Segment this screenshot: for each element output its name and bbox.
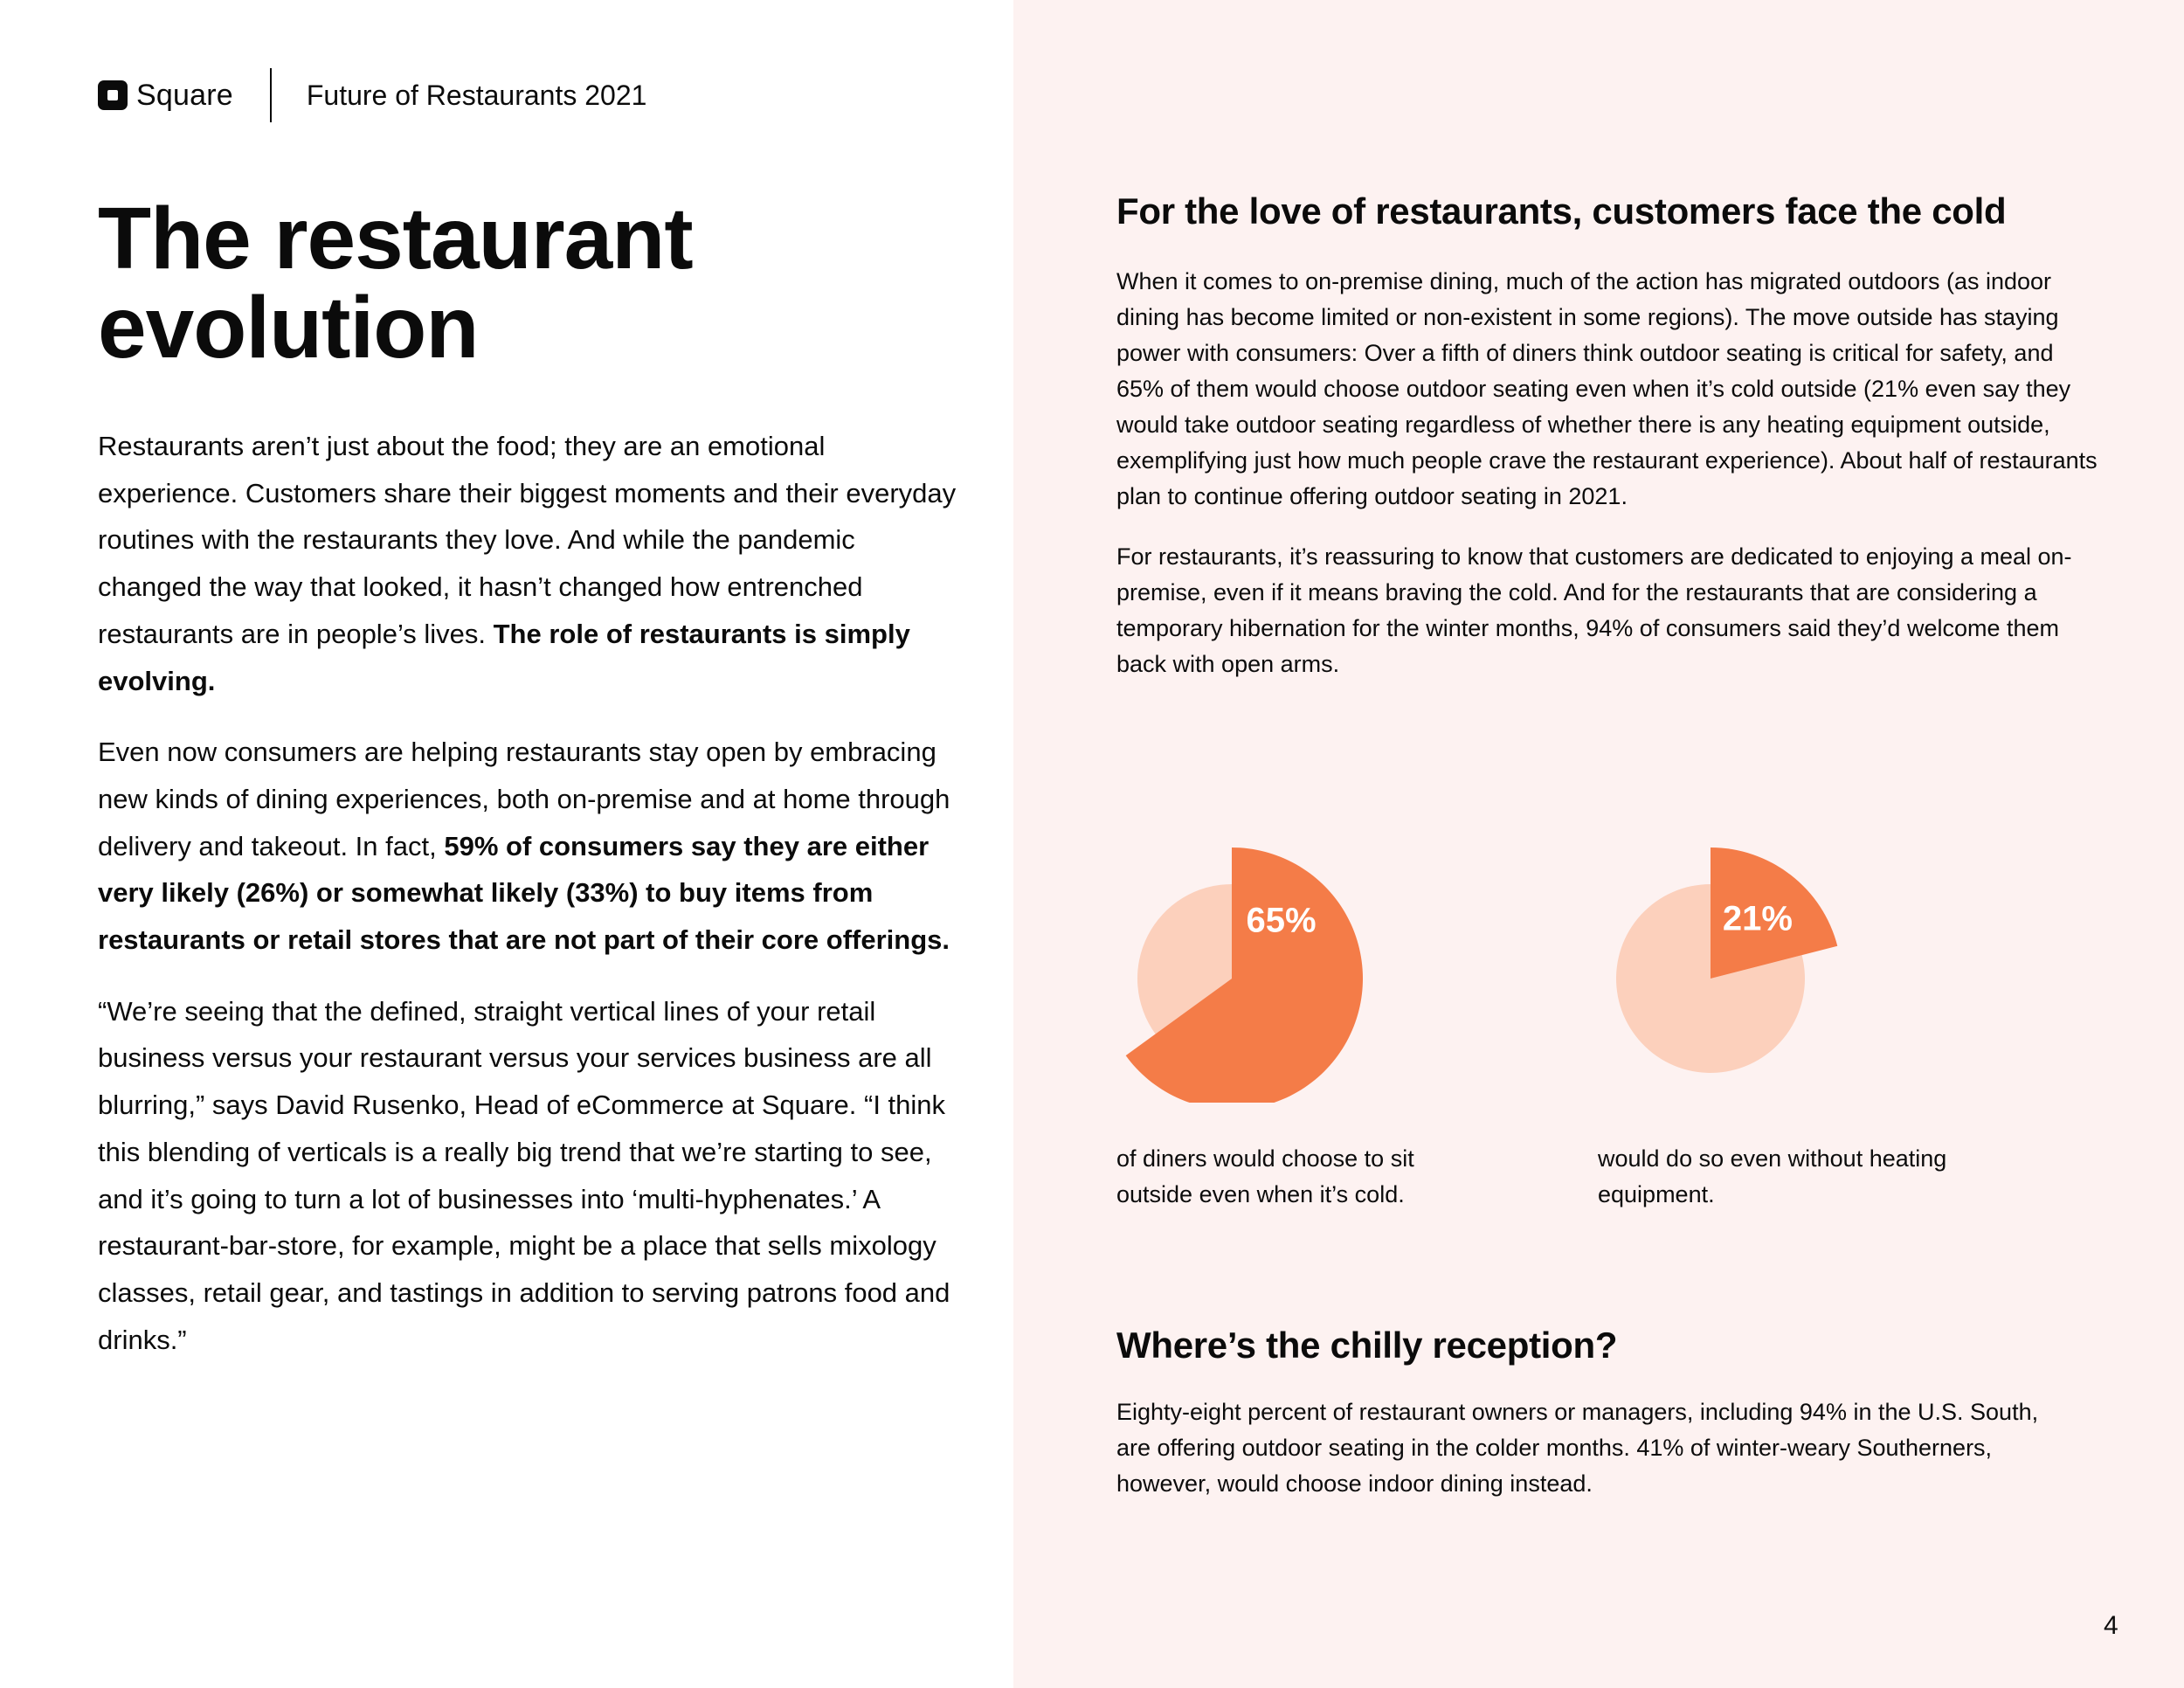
square-logo-icon <box>98 80 128 110</box>
consumers-bold: 59% of consumers say they are either very likely (26%) or somewhat likely (33%) to buy items from restaurants or retail stores that are not part of their core offerings. <box>98 830 950 956</box>
pie-chart-65 <box>1109 841 1372 1103</box>
pie2-label: 21% <box>1722 899 1793 938</box>
intro-paragraph <box>98 423 963 704</box>
page-title: The restaurant evolution <box>98 190 693 377</box>
brand-name: Square <box>136 78 233 112</box>
section2-title: Where’s the chilly reception? <box>1116 1325 1618 1366</box>
pie1-label: 65% <box>1246 901 1317 940</box>
header <box>98 68 646 122</box>
page-number: 4 <box>2104 1611 2118 1640</box>
section1-paragraph-2: For restaurants, it’s reassuring to know that customers are dedicated to enjoying a meal on-premise, even if it means braving the cold. And for the restaurants that are considering a temporary hibernation for the winter months, 94% of consumers said they’d welcome them back with open arms. <box>1116 543 2072 677</box>
intro-bold: The role of restaurants is simply evolving. <box>98 618 910 696</box>
pie1-caption: of diners would choose to sit outside even when it’s cold. <box>1116 1145 1414 1207</box>
left-body <box>98 423 963 1387</box>
section1-title: For the love of restaurants, customers face the cold <box>1116 190 2007 232</box>
document-title: Future of Restaurants 2021 <box>306 79 647 111</box>
quote-paragraph: “We’re seeing that the defined, straight vertical lines of your retail business versus your restaurant versus your services business are all blurring,” says David Rusenko, Head of eCommerce at Square. “I think this blending of verticals is a really big trend that we’re starting to see, and it’s going to turn a lot of businesses into ‘multi-hyphenates.’ A restaurant-bar-store, for example, might be a place that sells mixology classes, retail gear, and tastings in addition to serving patrons food and drinks.” <box>98 995 950 1355</box>
pie-chart-21 <box>1588 841 1850 1103</box>
consumers-text: Even now consumers are helping restaurants stay open by embracing new kinds of dining experiences, both on-premise and at home through delivery and takeout. In fact, <box>98 737 950 861</box>
consumers-paragraph <box>98 729 963 964</box>
pie2-caption: would do so even without heating equipment. <box>1598 1145 1947 1207</box>
section2-body <box>1116 1394 2077 1526</box>
section2-paragraph: Eighty-eight percent of restaurant owners or managers, including 94% in the U.S. South, are offering outdoor seating in the colder months. 41% of winter-weary Southerners, however, would choose indoor dining instead. <box>1116 1399 2039 1497</box>
section1-body <box>1116 264 2104 707</box>
section1-paragraph-1: When it comes to on-premise dining, much of the action has migrated outdoors (as indoor dining has become limited or non-existent in some regions). The move outside has staying power with consumers: Over a fifth of diners think outdoor seating is critical for safety, and 65% of them would choose outdoor seating even when it’s cold outside (21% even say they would take outdoor seating regardless of whether there is any heating equipment outside, exemplifying just how much people crave the restaurant experience). About half of restaurants plan to continue offering outdoor seating in 2021. <box>1116 268 2098 509</box>
header-divider <box>270 68 272 122</box>
intro-text: Restaurants aren’t just about the food; they are an emotional experience. Customers share their biggest moments and their everyday routines with the restaurants they love. And while the pandemic changed the way that looked, it hasn’t changed how entrenched restaurants are in people’s lives. <box>98 431 957 649</box>
